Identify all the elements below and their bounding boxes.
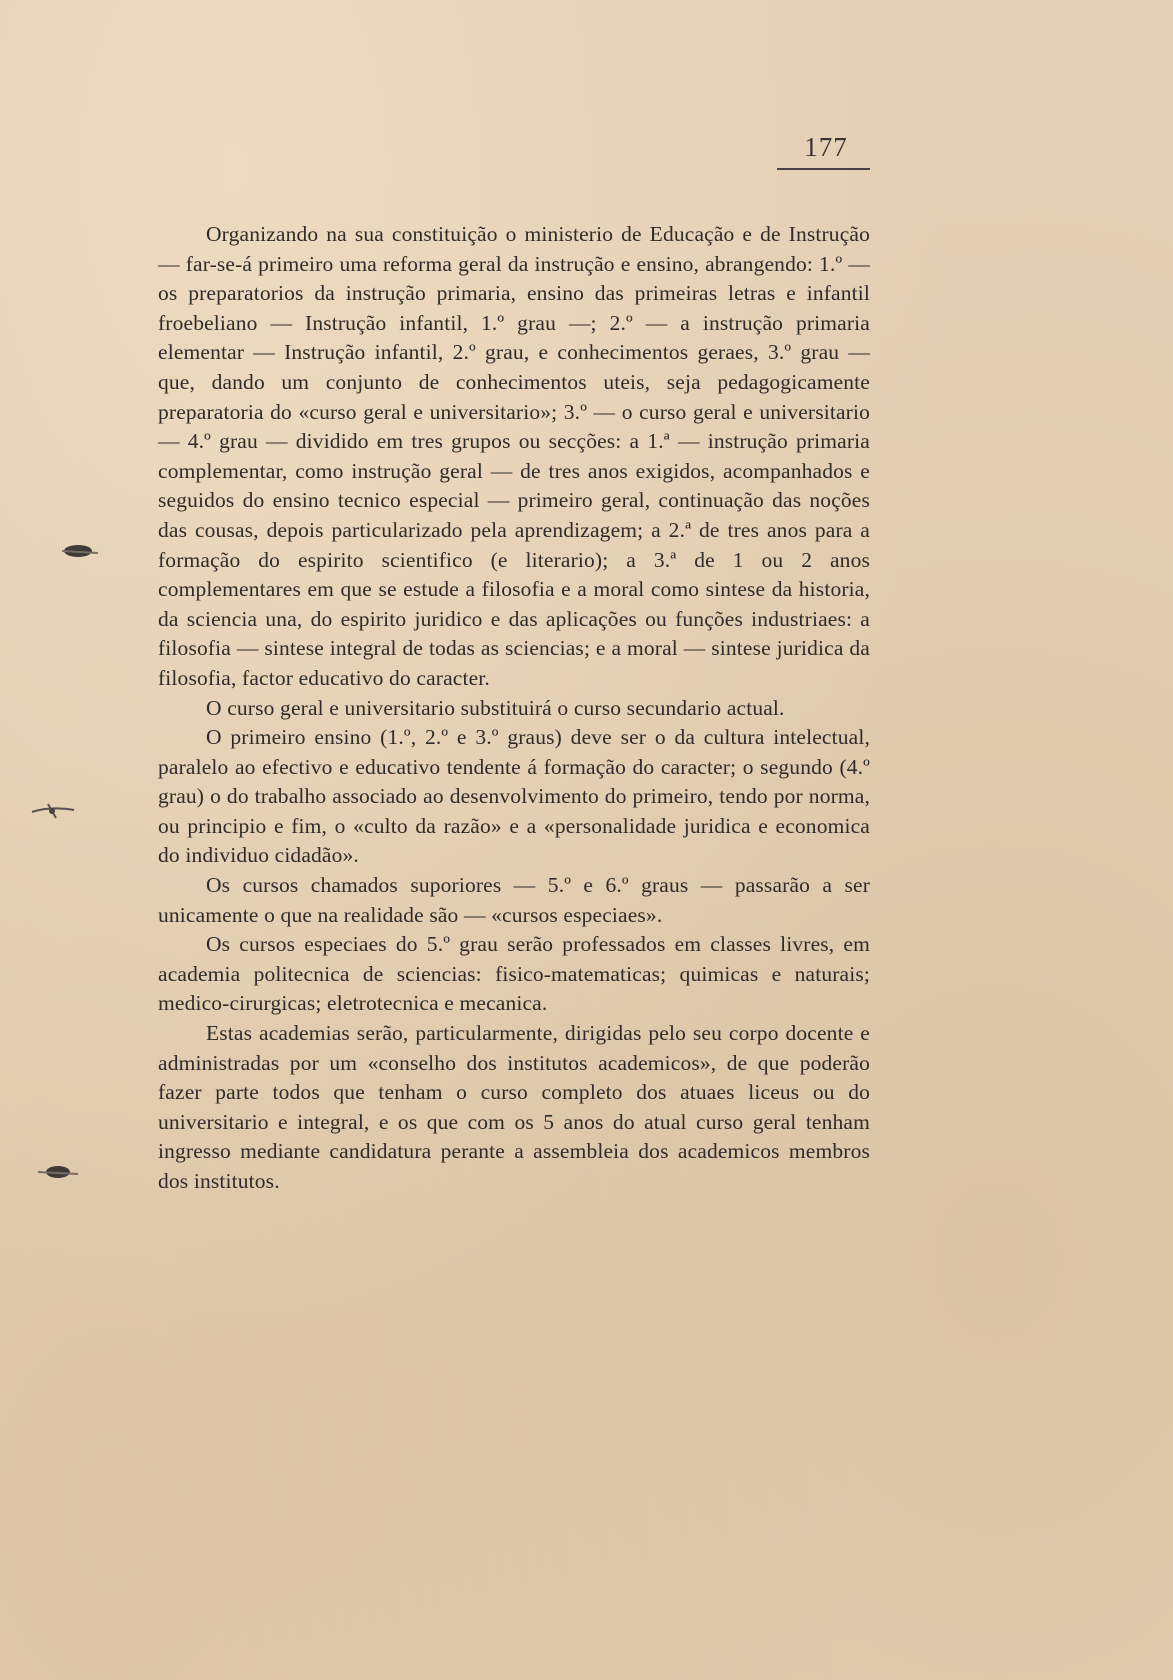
paragraph-2: O curso geral e universitario substituirá o curso secundario actual. [206,695,785,720]
body-text [158,220,870,1197]
paragraph-5: Os cursos especiaes do 5.º grau serão professados em classes livres, em academia politecnica de sciencias: fisico-matematicas; quimicas e naturais; medico-cirurgicas; eletrotecnica e mecanica. [158,932,870,1016]
paragraph-4: Os cursos chamados suporiores — 5.º e 6.º graus — passarão a ser unicamente o que na realidade são — «cursos especiaes». [158,873,870,927]
page-number: 177 [804,132,848,162]
paragraph-1: Organizando na sua constituição o ministerio de Educação e de Instrução — far-se-á primeiro uma reforma geral da instrução e ensino, abrangendo: 1.º — os preparatorios da instrução primaria, ensino das primeiras letras e infantil froebeliano — Instrução infantil, 1.º grau —; 2.º — a instrução primaria elementar — Instrução infantil, 2.º grau, e conhecimentos geraes, 3.º grau — que, dando um conjunto de conhecimentos uteis, seja pedagogicamente preparatoria do «curso geral e universitario»; 3.º — o curso geral e universitario — 4.º grau — dividido em tres grupos ou secções: a 1.ª — instrução primaria complementar, como instrução geral — de tres anos exigidos, acompanhados e seguidos do ensino tecnico especial — primeiro geral, continuação das noções das cousas, depois particularizado pela aprendizagem; a 2.ª de tres anos para a formação do espirito scientifico (e literario); a 3.ª de 1 ou 2 anos complementares em que se estude a filosofia e a moral como sintese da historia, da sciencia una, do espirito juridico e das aplicações ou funções industriaes: a filosofia — sintese integral de todas as sciencias; e a moral — sintese juridica da filosofia, factor educativo do caracter. [158,222,870,690]
binding-hole-mark-icon [58,540,104,562]
paragraph-6: Estas academias serão, particularmente, dirigidas pelo seu corpo docente e administradas por um «conselho dos institutos academicos», de que poderão fazer parte todos que tenham o curso completo dos atuaes liceus ou do universitario e integral, e os que com os 5 anos do atual curso geral tenham ingresso mediante candidatura perante a assembleia dos academicos membros dos institutos. [158,1021,870,1193]
paragraph-3: O primeiro ensino (1.º, 2.º e 3.º graus) deve ser o da cultura intelectual, paralelo ao efectivo e educativo tendente á formação do caracter; o segundo (4.º grau) o do trabalho associado ao desenvolvimento do primeiro, tendo por norma, ou principio e fim, o «culto da razão» e a «personalidade juridica e economica do individuo cidadão». [158,725,870,868]
binding-thread-mark-icon [30,800,76,822]
page-number-rule [777,168,870,170]
binding-hole-mark-icon [34,1160,80,1182]
